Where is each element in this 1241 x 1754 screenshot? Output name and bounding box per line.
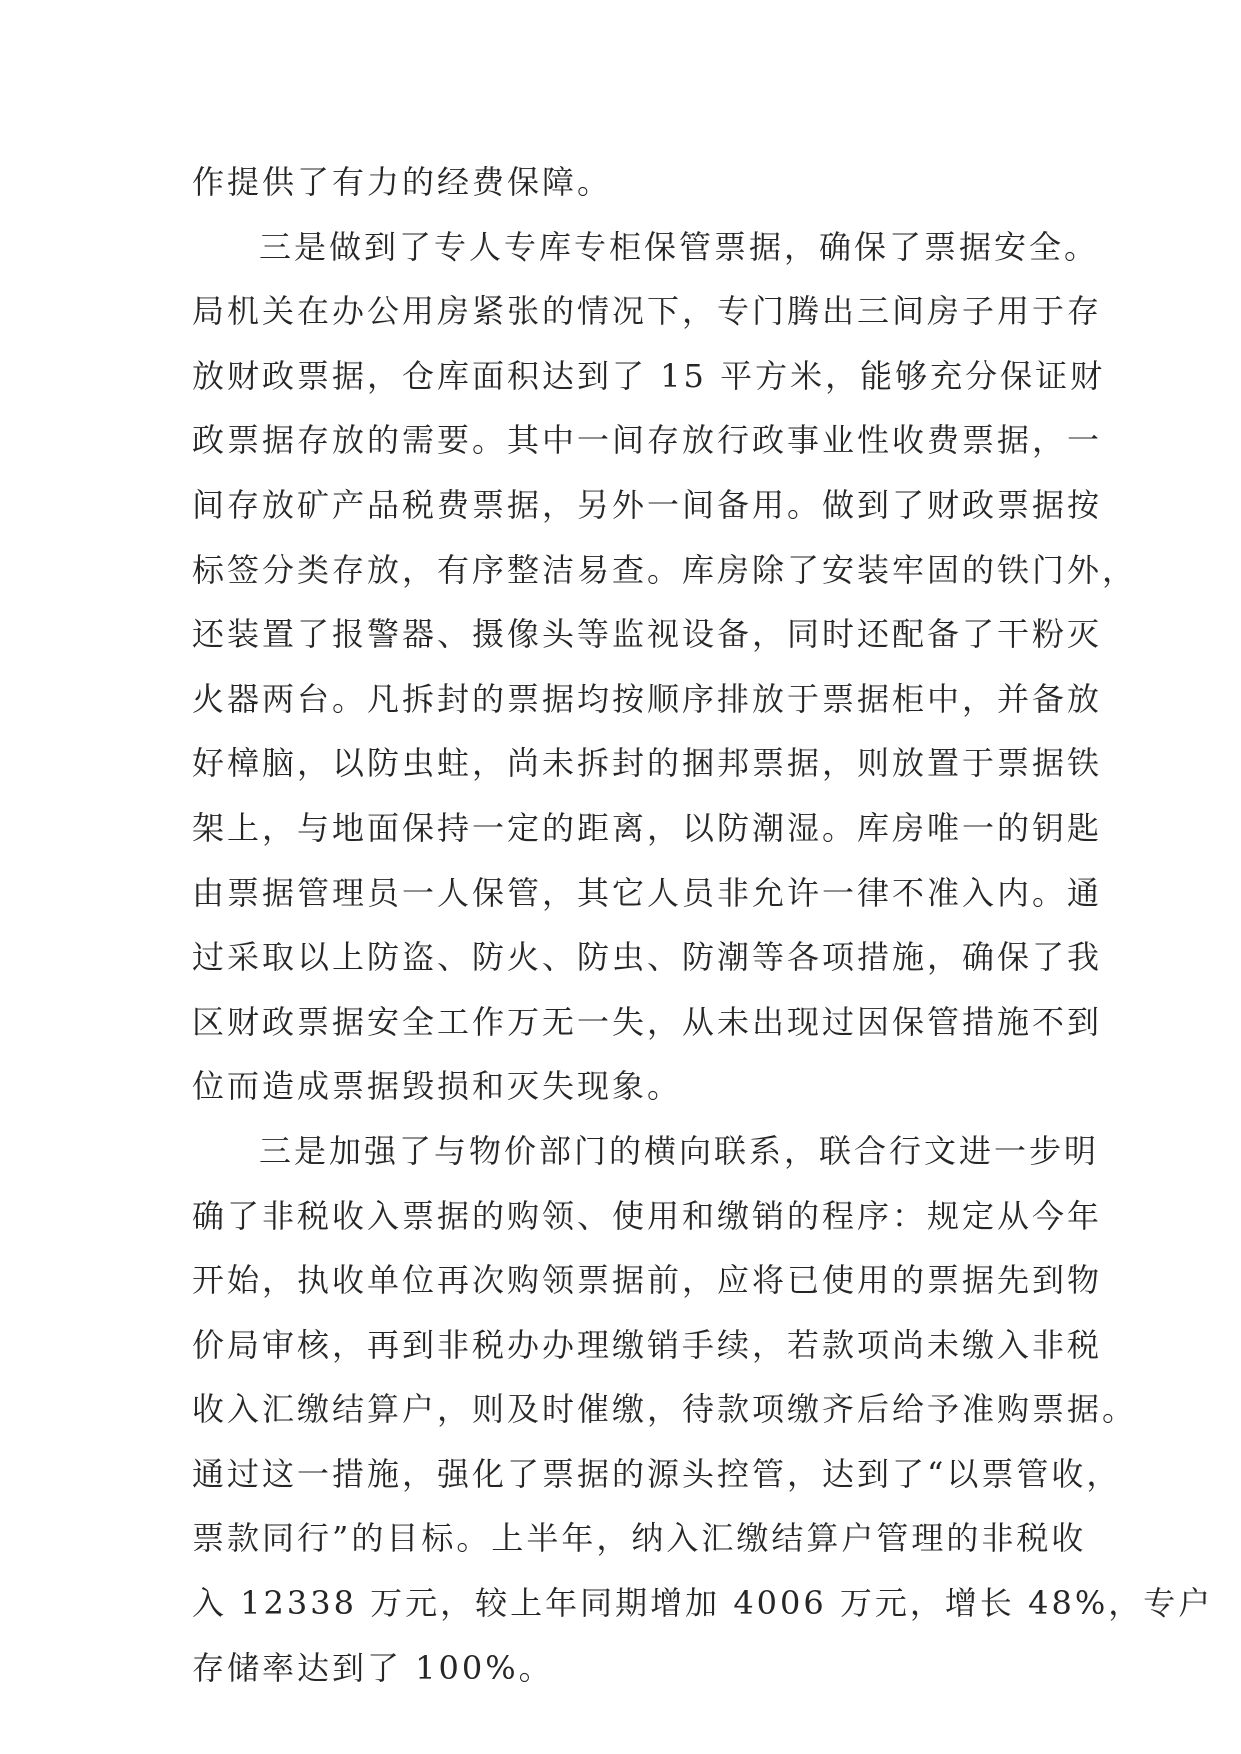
text-line: 入 12338 万元，较上年同期增加 4006 万元，增长 48%，专户 xyxy=(192,1584,1214,1623)
text-line: 三是加强了与物价部门的横向联系，联合行文进一步明 xyxy=(259,1131,1100,1170)
text-line: 价局审核，再到非税办办理缴销手续，若款项尚未缴入非税 xyxy=(192,1325,1103,1364)
paragraph-3 xyxy=(192,1119,1214,1700)
text-line: 火器两台。凡拆封的票据均按顺序排放于票据柜中，并备放 xyxy=(192,679,1103,718)
paragraph-1 xyxy=(192,150,1072,215)
text-line: 架上，与地面保持一定的距离，以防潮湿。库房唯一的钥匙 xyxy=(192,808,1103,847)
text-line: 局机关在办公用房紧张的情况下，专门腾出三间房子用于存 xyxy=(192,292,1103,331)
text-line: 票款同行”的目标。上半年，纳入汇缴结算户管理的非税收 xyxy=(192,1519,1087,1558)
body-text xyxy=(192,150,1214,1700)
text-line: 由票据管理员一人保管，其它人员非允许一律不准入内。通 xyxy=(192,873,1103,912)
text-line: 三是做到了专人专库专柜保管票据，确保了票据安全。 xyxy=(259,227,1100,266)
text-line: 确了非税收入票据的购领、使用和缴销的程序：规定从今年 xyxy=(192,1196,1103,1235)
text-line: 还装置了报警器、摄像头等监视设备，同时还配备了干粉灭 xyxy=(192,615,1103,654)
text-line: 开始，执收单位再次购领票据前，应将已使用的票据先到物 xyxy=(192,1261,1103,1300)
text-line: 放财政票据，仓库面积达到了 15 平方米，能够充分保证财 xyxy=(192,356,1106,395)
text-line: 政票据存放的需要。其中一间存放行政事业性收费票据，一 xyxy=(192,421,1103,460)
paragraph-2 xyxy=(192,215,1138,1119)
text-line: 通过这一措施，强化了票据的源头控管，达到了“以票管收， xyxy=(192,1454,1122,1493)
text-line: 作提供了有力的经费保障。 xyxy=(192,163,613,201)
text-line: 收入汇缴结算户，则及时催缴，待款项缴齐后给予准购票据。 xyxy=(192,1390,1138,1429)
text-line: 间存放矿产品税费票据，另外一间备用。做到了财政票据按 xyxy=(192,485,1103,524)
text-line: 过采取以上防盗、防火、防虫、防潮等各项措施，确保了我 xyxy=(192,938,1103,977)
text-line: 存储率达到了 100%。 xyxy=(192,1648,554,1687)
text-line: 好樟脑，以防虫蛀，尚未拆封的捆邦票据，则放置于票据铁 xyxy=(192,744,1103,783)
text-line: 标签分类存放，有序整洁易查。库房除了安装牢固的铁门外， xyxy=(192,550,1138,589)
text-line: 位而造成票据毁损和灭失现象。 xyxy=(192,1067,683,1106)
text-line: 区财政票据安全工作万无一失，从未出现过因保管措施不到 xyxy=(192,1002,1103,1041)
